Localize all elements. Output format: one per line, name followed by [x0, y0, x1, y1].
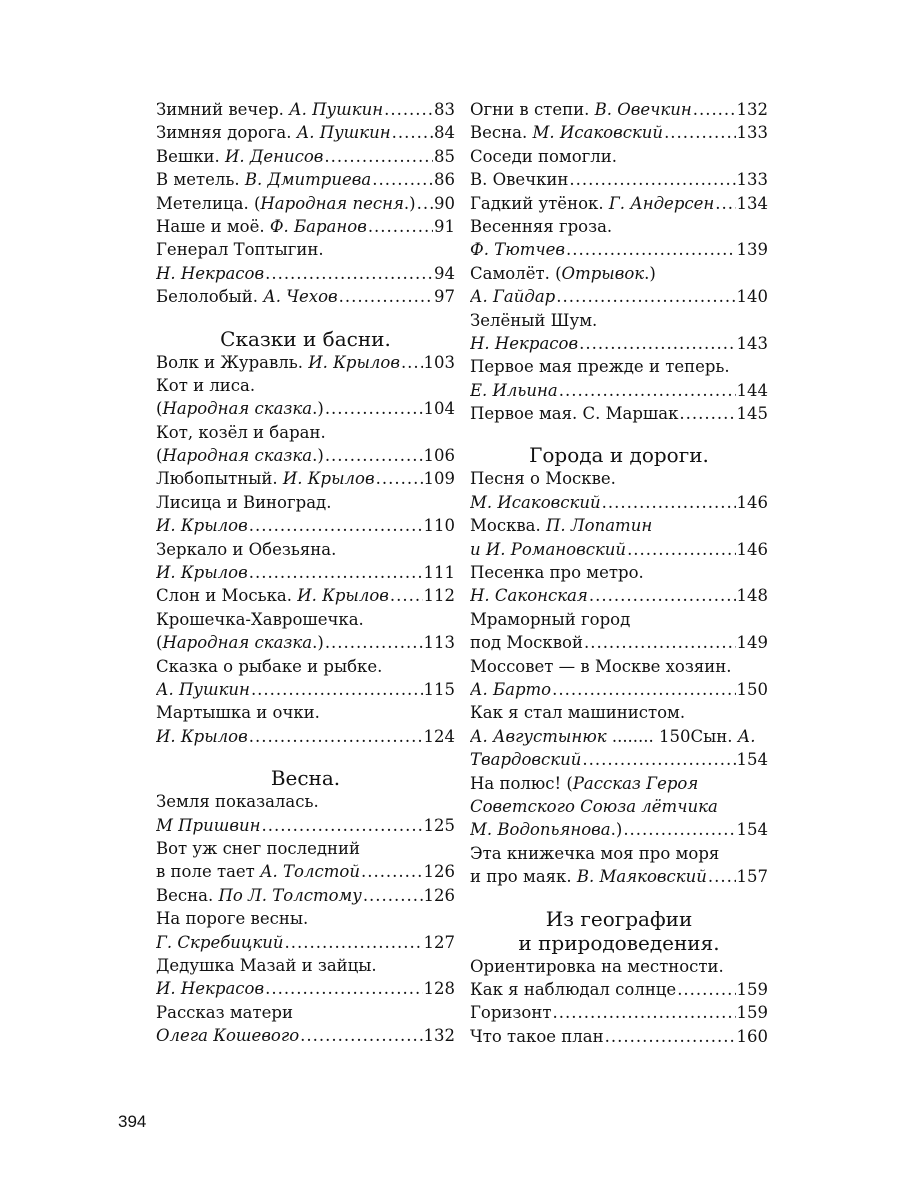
toc-entry-title: Вот уж снег последний: [156, 838, 361, 858]
dot-leader: [605, 1025, 736, 1048]
toc-page-number: 91: [434, 216, 455, 236]
dot-leader: [324, 145, 433, 168]
toc-entry-title: Н. Некрасов: [470, 333, 579, 353]
toc-entry-title: Кот, козёл и баран.: [156, 422, 326, 442]
dot-leader: [390, 584, 423, 607]
toc-page-number: 115: [423, 679, 455, 699]
toc-page-number: 154: [736, 820, 768, 840]
dot-leader: [249, 725, 423, 748]
toc-entry-title: М. Исаковский: [470, 492, 601, 512]
dot-leader: [715, 192, 735, 215]
toc-entry-title: Кот и лиса.: [156, 375, 256, 395]
dot-leader: [363, 884, 423, 907]
toc-entry-title: А. Гайдар: [470, 287, 556, 307]
toc-page-number: 145: [736, 404, 768, 424]
toc-entry-title: Горизонт: [470, 1003, 552, 1023]
dot-leader: [708, 865, 736, 888]
toc-page-number: 159: [736, 979, 768, 999]
toc-page-number: 149: [736, 633, 768, 653]
toc-entry-title: В. Овечкин: [470, 170, 569, 190]
toc-entry-title: Весна. М. Исаковский: [470, 123, 664, 143]
toc-page-number: 132: [736, 100, 768, 119]
toc-page-number: 94: [434, 263, 455, 283]
toc-line: [470, 608, 768, 631]
toc-column-right: [470, 98, 768, 1048]
toc-entry: [470, 332, 768, 355]
toc-page-number: 111: [423, 563, 455, 583]
dot-leader: [361, 860, 423, 883]
toc-page-number: 112: [423, 586, 455, 606]
toc-page-number: 143: [736, 333, 768, 353]
toc-page-number: 148: [736, 586, 768, 606]
toc-entry: [156, 262, 455, 285]
dot-leader: [582, 748, 735, 771]
toc-entry-title: И. Крылов: [156, 516, 248, 536]
toc-entry: [156, 145, 455, 168]
toc-entry-title: Огни в степи. В. Овечкин: [470, 100, 692, 119]
dot-leader: [664, 121, 735, 144]
toc-line: [156, 907, 455, 930]
toc-line: [470, 655, 768, 678]
toc-page-number: 113: [423, 633, 455, 653]
toc-entry-title: Ф. Тютчев: [470, 240, 565, 260]
dot-leader: [693, 98, 736, 121]
toc-entry-title: Зимняя дорога. А. Пушкин: [156, 123, 391, 143]
toc-entry: [470, 631, 768, 654]
toc-entry: [156, 168, 455, 191]
toc-entry-title: Эта книжечка моя про моря: [470, 843, 720, 863]
dot-leader: [251, 678, 423, 701]
toc-line: [470, 725, 768, 748]
dot-leader: [285, 931, 423, 954]
toc-entry: [156, 467, 455, 490]
toc-line: [156, 421, 455, 444]
toc-entry-title: Как я наблюдал солнце: [470, 979, 677, 999]
toc-line: [470, 561, 768, 584]
toc-page-number: 84: [434, 123, 455, 143]
toc-entry-title: Самолёт. (Отрывок.): [470, 263, 656, 283]
toc-entry: [156, 814, 455, 837]
toc-page-number: 97: [434, 287, 455, 307]
dot-leader: [265, 262, 433, 285]
toc-line: [156, 837, 455, 860]
section-heading: Сказки и басни.: [220, 326, 391, 351]
dot-leader: [677, 978, 735, 1001]
dot-leader: [602, 491, 736, 514]
toc-entry: [156, 561, 455, 584]
toc-page-number: 157: [736, 867, 768, 887]
toc-entry-title: Зеркало и Обезьяна.: [156, 539, 337, 559]
toc-entry-title: А. Барто: [470, 679, 552, 699]
toc-entry-title: Советского Союза лётчика: [470, 796, 718, 816]
toc-entry: [156, 678, 455, 701]
toc-line: [470, 701, 768, 724]
toc-page-number: 127: [423, 932, 455, 952]
toc-entry-title: Что такое план: [470, 1026, 604, 1046]
toc-entry-title: и про маяк. В. Маяковский: [470, 867, 707, 887]
toc-entry: [470, 121, 768, 144]
toc-entry-title: Н. Саконская: [470, 586, 588, 606]
toc-entry: [156, 285, 455, 308]
toc-entry: [470, 865, 768, 888]
toc-entry-title: Е. Ильина: [470, 380, 558, 400]
toc-line: [156, 655, 455, 678]
toc-line: [470, 842, 768, 865]
toc-entry: [156, 584, 455, 607]
toc-entry-title: Моссовет — в Москве хозяин.: [470, 656, 732, 676]
toc-entry-title: И. Крылов: [156, 563, 248, 583]
toc-page-number: 124: [423, 726, 455, 746]
toc-entry: [156, 397, 455, 420]
toc-line: [156, 538, 455, 561]
toc-entry: [470, 491, 768, 514]
toc-entry: [470, 238, 768, 261]
toc-entry-title: в поле тает А. Толстой: [156, 862, 360, 882]
page-number: 394: [118, 1112, 147, 1131]
toc-entry: [156, 931, 455, 954]
toc-entry: [156, 215, 455, 238]
toc-entry-title: Зелёный Шум.: [470, 310, 598, 330]
toc-entry-title: М Пришвин: [156, 815, 261, 835]
toc-entry-title: А. Августынюк ........ 150Сын. А.: [470, 726, 756, 746]
toc-entry-title: А. Пушкин: [156, 679, 250, 699]
toc-line: [156, 790, 455, 813]
dot-leader: [579, 332, 735, 355]
dot-leader: [623, 818, 735, 841]
toc-page-number: 146: [736, 539, 768, 559]
dot-leader: [249, 514, 423, 537]
toc-entry-title: Гадкий утёнок. Г. Андерсен: [470, 193, 715, 213]
toc-entry: [470, 192, 768, 215]
toc-page-number: 154: [736, 750, 768, 770]
toc-line: [156, 701, 455, 724]
toc-entry-title: Зимний вечер. А. Пушкин: [156, 100, 384, 119]
toc-entry-title: Москва. П. Лопатин: [470, 516, 653, 536]
toc-entry: [470, 285, 768, 308]
toc-line: [156, 1001, 455, 1024]
toc-entry: [156, 98, 455, 121]
toc-entry-title: Любопытный. И. Крылов: [156, 469, 375, 489]
toc-page-number: 128: [423, 979, 455, 999]
toc-page-number: 159: [736, 1003, 768, 1023]
toc-entry: [156, 884, 455, 907]
toc-entry: [470, 978, 768, 1001]
toc-page-number: 83: [434, 100, 455, 119]
toc-entry-title: М. Водопьянова.): [470, 820, 623, 840]
toc-entry-title: Весна. По Л. Толстому: [156, 885, 362, 905]
toc-entry: [470, 678, 768, 701]
toc-entry-title: Олега Кошевого: [156, 1026, 300, 1046]
toc-line: [470, 772, 768, 795]
toc-line: [156, 954, 455, 977]
section-heading: Из географии и природоведения.: [518, 906, 720, 955]
toc-entry: [156, 631, 455, 654]
toc-entry-title: В метель. В. Дмитриева: [156, 170, 372, 190]
toc-line: [470, 355, 768, 378]
toc-line: [156, 374, 455, 397]
toc-entry-title: И. Некрасов: [156, 979, 265, 999]
toc-page-number: 150: [736, 679, 768, 699]
toc-entry-title: и И. Романовский: [470, 539, 627, 559]
toc-entry-title: Соседи помогли.: [470, 146, 618, 166]
toc-page-number: 106: [423, 446, 455, 466]
dot-leader: [376, 467, 423, 490]
toc-page-number: 134: [736, 193, 768, 213]
toc-entry-title: Дедушка Мазай и зайцы.: [156, 955, 377, 975]
toc-entry-title: Весенняя гроза.: [470, 216, 613, 236]
dot-leader: [261, 814, 422, 837]
toc-entry: [156, 351, 455, 374]
toc-entry: [470, 1025, 768, 1048]
toc-line: [156, 608, 455, 631]
toc-entry: [156, 977, 455, 1000]
toc-page-number: 90: [434, 193, 455, 213]
toc-entry-title: Первое мая прежде и теперь.: [470, 357, 730, 377]
toc-entry: [470, 818, 768, 841]
toc-entry-title: Крошечка-Хаврошечка.: [156, 609, 364, 629]
dot-leader: [559, 379, 736, 402]
dot-leader: [566, 238, 736, 261]
toc-entry-title: Первое мая. С. Маршак: [470, 404, 679, 424]
toc-line: [470, 215, 768, 238]
toc-entry: [156, 860, 455, 883]
toc-entry-title: Сказка о рыбаке и рыбке.: [156, 656, 383, 676]
toc-entry: [156, 514, 455, 537]
toc-entry-title: Мартышка и очки.: [156, 703, 320, 723]
toc-entry: [156, 121, 455, 144]
dot-leader: [368, 215, 433, 238]
toc-entry-title: Волк и Журавль. И. Крылов: [156, 352, 400, 372]
toc-page-number: 86: [434, 170, 455, 190]
toc-entry-title: Г. Скребицкий: [156, 932, 284, 952]
toc-page-number: 146: [736, 492, 768, 512]
dot-leader: [325, 397, 423, 420]
dot-leader: [300, 1024, 422, 1047]
toc-entry-title: Н. Некрасов: [156, 263, 265, 283]
toc-entry-title: Лисица и Виноград.: [156, 492, 332, 512]
toc-entry: [470, 379, 768, 402]
dot-leader: [679, 402, 735, 425]
dot-leader: [556, 285, 735, 308]
toc-entry: [470, 748, 768, 771]
toc-page-number: 109: [423, 469, 455, 489]
toc-page-number: 140: [736, 287, 768, 307]
dot-leader: [569, 168, 735, 191]
toc-entry-title: Песенка про метро.: [470, 563, 644, 583]
toc-entry-title: На пороге весны.: [156, 909, 309, 929]
dot-leader: [384, 98, 433, 121]
toc-entry-title: Метелица. (Народная песня.): [156, 193, 416, 213]
dot-leader: [339, 285, 433, 308]
toc-entry: [470, 168, 768, 191]
dot-leader: [584, 631, 736, 654]
toc-entry-title: Земля показалась.: [156, 792, 319, 812]
toc-entry: [156, 192, 455, 215]
dot-leader: [552, 1001, 735, 1024]
toc-entry-title: (Народная сказка.): [156, 446, 324, 466]
dot-leader: [249, 561, 423, 584]
toc-entry: [470, 98, 768, 121]
toc-line: [156, 238, 455, 261]
toc-entry-title: под Москвой: [470, 633, 583, 653]
toc-line: [470, 309, 768, 332]
toc-entry-title: Генерал Топтыгин.: [156, 240, 324, 260]
toc-entry-title: Наше и моё. Ф. Баранов: [156, 216, 367, 236]
toc-line: [470, 467, 768, 490]
toc-line: [470, 262, 768, 285]
toc-page-number: 85: [434, 146, 455, 166]
toc-page-number: 139: [736, 240, 768, 260]
toc-entry-title: (Народная сказка.): [156, 399, 324, 419]
toc-page-number: 126: [423, 862, 455, 882]
toc-line: [470, 145, 768, 168]
toc-entry: [470, 584, 768, 607]
toc-entry-title: Как я стал машинистом.: [470, 703, 686, 723]
toc-page-number: 104: [423, 399, 455, 419]
dot-leader: [325, 444, 423, 467]
toc-page-number: 126: [423, 885, 455, 905]
toc-line: [470, 795, 768, 818]
toc-entry-title: На полюс! (Рассказ Героя: [470, 773, 699, 793]
toc-entry: [156, 444, 455, 467]
toc-entry-title: Песня о Москве.: [470, 469, 616, 489]
toc-page-number: 160: [736, 1026, 768, 1046]
toc-line: [470, 955, 768, 978]
dot-leader: [265, 977, 422, 1000]
dot-leader: [372, 168, 433, 191]
toc-page-number: 103: [423, 352, 455, 372]
toc-line: [156, 491, 455, 514]
toc-entry-title: Твардовский: [470, 750, 582, 770]
toc-page-number: 133: [736, 123, 768, 143]
dot-leader: [392, 121, 433, 144]
toc-entry-title: Рассказ матери: [156, 1002, 293, 1022]
toc-entry: [156, 1024, 455, 1047]
toc-entry: [156, 725, 455, 748]
toc-page-number: 125: [423, 815, 455, 835]
toc-entry: [470, 402, 768, 425]
dot-leader: [589, 584, 736, 607]
toc-page-number: 110: [423, 516, 455, 536]
section-heading: Города и дороги.: [529, 443, 709, 468]
toc-page-number: 133: [736, 170, 768, 190]
dot-leader: [401, 351, 423, 374]
toc-column-left: [156, 98, 455, 1047]
toc-entry: [470, 1001, 768, 1024]
toc-page-number: 144: [736, 380, 768, 400]
toc-entry-title: Вешки. И. Денисов: [156, 146, 324, 166]
dot-leader: [627, 538, 735, 561]
toc-entry-title: Ориентировка на местности.: [470, 956, 724, 976]
toc-page-number: 132: [423, 1026, 455, 1046]
dot-leader: [552, 678, 735, 701]
toc-entry: [470, 538, 768, 561]
toc-entry-title: Мраморный город: [470, 609, 631, 629]
toc-entry-title: (Народная сказка.): [156, 633, 324, 653]
toc-line: [470, 514, 768, 537]
toc-entry-title: Слон и Моська. И. Крылов: [156, 586, 389, 606]
dot-leader: [325, 631, 423, 654]
toc-entry-title: И. Крылов: [156, 726, 248, 746]
dot-leader: [417, 192, 433, 215]
section-heading: Весна.: [270, 766, 341, 791]
toc-entry-title: Белолобый. А. Чехов: [156, 287, 338, 307]
